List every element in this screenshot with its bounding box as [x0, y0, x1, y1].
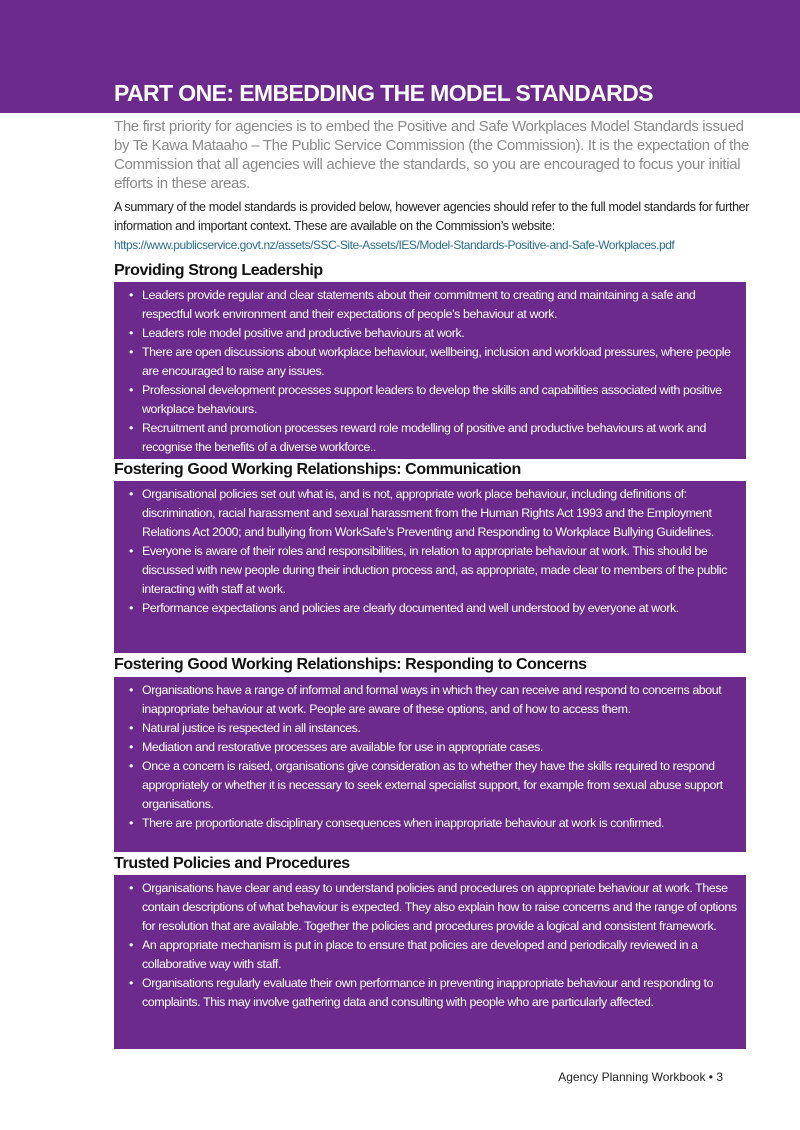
model-standards-link[interactable]: https://www.publicservice.govt.nz/assets/SSC-Site-Assets/IES/Model-Standards-Positive-and-Safe-Workplaces.pdf: [114, 238, 675, 252]
list-item: • Once a concern is raised, organisations give consideration as to whether they have the skills required to respond appropriately or whether it is necessary to seek external specialist support, for example from sexual abuse support organisations.: [142, 757, 742, 814]
list-item: • Mediation and restorative processes are available for use in appropriate cases.: [142, 738, 742, 757]
title-part: PART ONE:: [114, 80, 234, 106]
section-box-leadership: [114, 282, 746, 459]
list-item: • An appropriate mechanism is put in place to ensure that policies are developed and periodically reviewed in a collaborative way with staff.: [142, 936, 742, 974]
list-item: • There are proportionate disciplinary consequences when inappropriate behaviour at work is confirmed.: [142, 814, 742, 833]
list-item: • Leaders provide regular and clear statements about their commitment to creating and maintaining a safe and respectful work environment and their expectations of people’s behaviour at work.: [142, 286, 742, 324]
section-heading-leadership: Providing Strong Leadership: [114, 262, 323, 279]
section-heading-communication: Fostering Good Working Relationships: Communication: [114, 461, 521, 478]
page-title: [114, 80, 653, 107]
section-box-concerns: [114, 677, 746, 852]
list-item: • Recruitment and promotion processes reward role modelling of positive and productive behaviours at work and recognise the benefits of a diverse workforce..: [142, 419, 742, 457]
page-footer: Agency Planning Workbook • 3: [558, 1070, 723, 1084]
section-box-communication: [114, 481, 746, 653]
list-item: • There are open discussions about workplace behaviour, wellbeing, inclusion and workload pressures, where people are encouraged to raise any issues.: [142, 343, 742, 381]
list-item: • Performance expectations and policies are clearly documented and well understood by everyone at work.: [142, 599, 742, 618]
list-item: • Professional development processes support leaders to develop the skills and capabilities associated with positive workplace behaviours.: [142, 381, 742, 419]
list-item: • Leaders role model positive and productive behaviours at work.: [142, 324, 742, 343]
section-heading-policies: Trusted Policies and Procedures: [114, 855, 350, 872]
section-heading-concerns: Fostering Good Working Relationships: Responding to Concerns: [114, 656, 587, 673]
intro-paragraph: The first priority for agencies is to embed the Positive and Safe Workplaces Model Standards issued by Te Kawa Mataaho – The Public Service Commission (the Commission). It is the expectation of the Commission that all agencies will achieve the standards, so you are encouraged to focus your initial efforts in these areas.: [114, 118, 749, 192]
list-item: • Natural justice is respected in all instances.: [142, 719, 742, 738]
summary-text: A summary of the model standards is provided below, however agencies should refer to the full model standards for further information and important context. These are available on the Commission’s website:: [114, 200, 750, 233]
section-box-policies: [114, 875, 746, 1049]
list-item: • Organisations regularly evaluate their own performance in preventing inappropriate behaviour and responding to complaints. This may involve gathering data and consulting with people who are particularly affected.: [142, 974, 742, 1012]
summary-paragraph: [114, 198, 754, 255]
list-item: • Organisations have a range of informal and formal ways in which they can receive and respond to concerns about inappropriate behaviour at work. People are aware of these options, and of how to access them.: [142, 681, 742, 719]
list-item: • Organisational policies set out what is, and is not, appropriate work place behaviour, including definitions of: discrimination, racial harassment and sexual harassment from the Human Rights Act 1993 and the Employment Relations Act 2000; and bullying from WorkSafe’s Preventing and Responding to Workplace Bullying Guidelines.: [142, 485, 742, 542]
title-text: EMBEDDING THE MODEL STANDARDS: [233, 80, 653, 106]
list-item: • Everyone is aware of their roles and responsibilities, in relation to appropriate behaviour at work. This should be discussed with new people during their induction process and, as appropriate, made clear to members of the public interacting with staff at work.: [142, 542, 742, 599]
list-item: • Organisations have clear and easy to understand policies and procedures on appropriate behaviour at work. These contain descriptions of what behaviour is expected. They also explain how to raise concerns and the range of options for resolution that are available. Together the policies and procedures provide a logical and consistent framework.: [142, 879, 742, 936]
